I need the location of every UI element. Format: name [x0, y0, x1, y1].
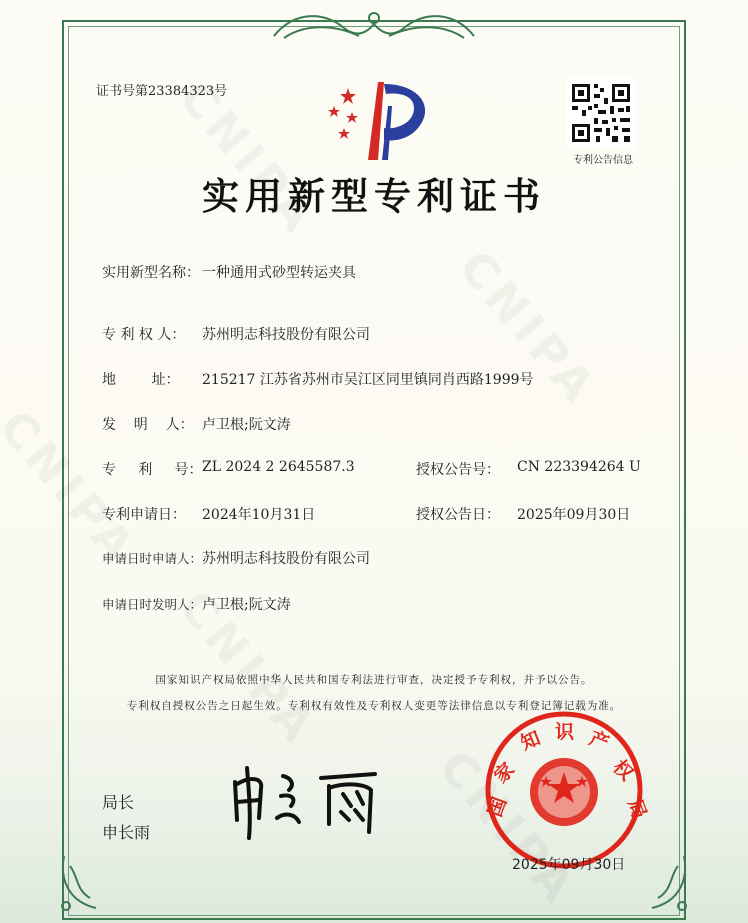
grant-publication-date-label: 授权公告日：	[416, 507, 500, 523]
inventor-value: 卢卫根;阮文涛	[202, 417, 291, 433]
cnipa-logo-icon	[318, 76, 434, 162]
grant-publication-date-value: 2025年09月30日	[517, 507, 631, 523]
svg-text:知: 知	[517, 727, 544, 755]
patent-number-value: ZL 2024 2 2645587.3	[202, 459, 355, 475]
official-seal	[484, 710, 651, 870]
address-label: 地 址：	[102, 372, 180, 388]
svg-text:权: 权	[608, 755, 638, 785]
applicant-at-filing-value: 苏州明志科技股份有限公司	[202, 551, 370, 567]
svg-text:家: 家	[489, 758, 519, 788]
filing-date-label: 专利申请日：	[102, 507, 186, 523]
certificate-title: 实用新型专利证书	[202, 174, 546, 218]
patent-number-label: 专 利 号：	[102, 462, 203, 478]
notice-line-2: 专利权自授权公告之日起生效。专利权有效性及专利权人变更等法律信息以专利登记簿记载为准。	[126, 700, 622, 712]
director-title: 局长	[102, 793, 135, 812]
svg-text:局: 局	[623, 796, 651, 822]
inventor-at-filing-value: 卢卫根;阮文涛	[202, 597, 291, 613]
patentee-value: 苏州明志科技股份有限公司	[202, 327, 370, 343]
corner-ornament-bottom-left	[56, 846, 126, 916]
applicant-at-filing-label: 申请日时申请人：	[102, 551, 203, 566]
notice-line-1: 国家知识产权局依照中华人民共和国专利法进行审查，决定授予专利权，并予以公告。	[155, 674, 593, 686]
patentee-label: 专 利 权 人：	[102, 327, 186, 343]
qr-label: 专利公告信息	[573, 155, 633, 166]
svg-text:识: 识	[555, 721, 575, 743]
inventor-label: 发 明 人：	[102, 417, 194, 433]
certificate-number: 证书号第23384323号	[96, 84, 228, 99]
utility-model-name-label: 实用新型名称：	[102, 265, 200, 281]
top-ornament	[264, 6, 484, 46]
grant-publication-number-value: CN 223394264 U	[517, 459, 641, 475]
director-name: 申长雨	[102, 823, 151, 842]
address-value: 215217 江苏省苏州市吴江区同里镇同肖西路1999号	[202, 372, 534, 388]
grant-publication-number-label: 授权公告号：	[416, 462, 500, 478]
inventor-at-filing-label: 申请日时发明人：	[102, 597, 203, 612]
svg-text:国: 国	[484, 794, 512, 820]
qr-code-icon[interactable]	[566, 78, 636, 148]
filing-date-value: 2024年10月31日	[202, 507, 316, 523]
director-signature	[225, 762, 395, 842]
seal-date: 2025年09月30日	[512, 857, 626, 873]
utility-model-name-value: 一种通用式砂型转运夹具	[202, 265, 356, 281]
svg-text:产: 产	[586, 727, 612, 755]
